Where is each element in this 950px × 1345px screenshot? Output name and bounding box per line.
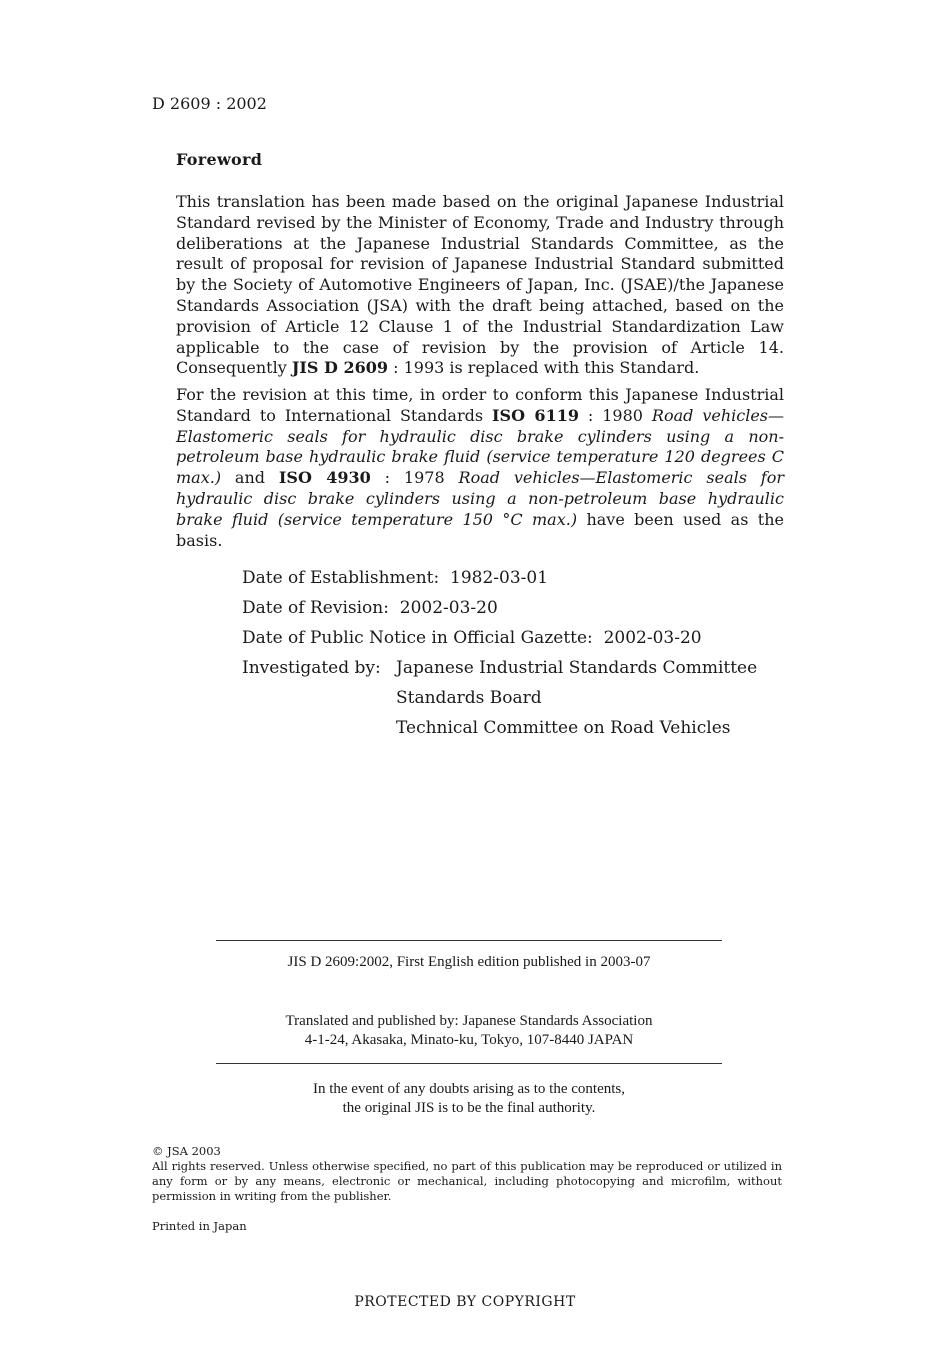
- investigator-line-3: Technical Committee on Road Vehicles: [396, 718, 731, 738]
- publisher-line-2: 4-1-24, Akasaka, Minato-ku, Tokyo, 107-8440 JAPAN: [304, 1032, 634, 1048]
- and-text: and: [221, 468, 279, 488]
- investigated-by-label: Investigated by:: [242, 658, 381, 678]
- iso-4930-ref: ISO 4930: [278, 468, 371, 488]
- revision-label: Date of Revision:: [242, 598, 389, 618]
- protected-by-copyright: PROTECTED BY COPYRIGHT: [354, 1294, 576, 1310]
- public-notice-value: 2002-03-20: [603, 628, 702, 648]
- authority-line-2: the original JIS is to be the final authority.: [342, 1100, 596, 1116]
- replaced-standard-ref: JIS D 2609: [291, 358, 389, 378]
- establishment-value: 1982-03-01: [450, 568, 549, 588]
- authority-line-1: In the event of any doubts arising as to the contents,: [312, 1081, 625, 1097]
- establishment-date: [242, 568, 548, 588]
- publisher-line-1: Translated and published by: Japanese Standards Association: [285, 1013, 653, 1029]
- edition-line: JIS D 2609:2002, First English edition published in 2003-07: [287, 954, 651, 970]
- iso-6119-year: : 1980: [578, 405, 652, 425]
- investigator-line-1: Japanese Industrial Standards Committee: [396, 658, 758, 678]
- printed-in: Printed in Japan: [152, 1219, 247, 1233]
- basis-text: have been used as the basis.: [176, 509, 784, 550]
- foreword-paragraph-2: [176, 385, 784, 551]
- investigator-line-2: Standards Board: [396, 688, 542, 708]
- divider-top: [216, 940, 722, 941]
- document-code: D 2609 : 2002: [152, 94, 267, 113]
- public-notice-label: Date of Public Notice in Official Gazette:: [242, 628, 593, 648]
- revision-date: [242, 598, 498, 618]
- foreword-p2-text: For the revision at this time, in order to conform this Japanese Industrial Standard to International Standards: [176, 385, 784, 425]
- iso-4930-title: Road vehicles—Elastomeric seals for hydraulic disc brake cylinders using a non-petroleum base hydraulic brake fluid (service temperature 150 °C max.): [176, 468, 785, 529]
- foreword-heading: Foreword: [176, 150, 263, 169]
- foreword-paragraph-1: [176, 192, 784, 379]
- public-notice-date: [242, 628, 702, 648]
- divider-bottom: [216, 1063, 722, 1064]
- iso-4930-year: : 1978: [370, 468, 459, 488]
- rights-statement: All rights reserved. Unless otherwise specified, no part of this publication may be reproduced or utilized in any form or by any means, electronic or mechanical, including photocopying and microfilm, without permission in writing from the publisher.: [152, 1159, 782, 1203]
- revision-value: 2002-03-20: [399, 598, 498, 618]
- foreword-p1-text-end: : 1993 is replaced with this Standard.: [388, 358, 700, 378]
- copyright-notice: © JSA 2003: [152, 1144, 221, 1158]
- iso-6119-title: Road vehicles—Elastomeric seals for hydraulic disc brake cylinders using a non-petroleum base hydraulic brake fluid (service temperature 120 degrees C max.): [176, 405, 785, 488]
- establishment-label: Date of Establishment:: [242, 568, 440, 588]
- foreword-p1-text: This translation has been made based on the original Japanese Industrial Standard revised by the Minister of Economy, Trade and Industry through deliberations at the Japanese Industrial Standards Committee, as the result of proposal for revision of Japanese Industrial Standard submitted by the Society of Automotive Engineers of Japan, Inc. (JSAE)/the Japanese Standards Association (JSA) with the draft being attached, based on the provision of Article 12 Clause 1 of the Industrial Standardization Law applicable to the case of revision by the provision of Article 14. Consequently: [176, 192, 784, 378]
- iso-6119-ref: ISO 6119: [492, 405, 579, 425]
